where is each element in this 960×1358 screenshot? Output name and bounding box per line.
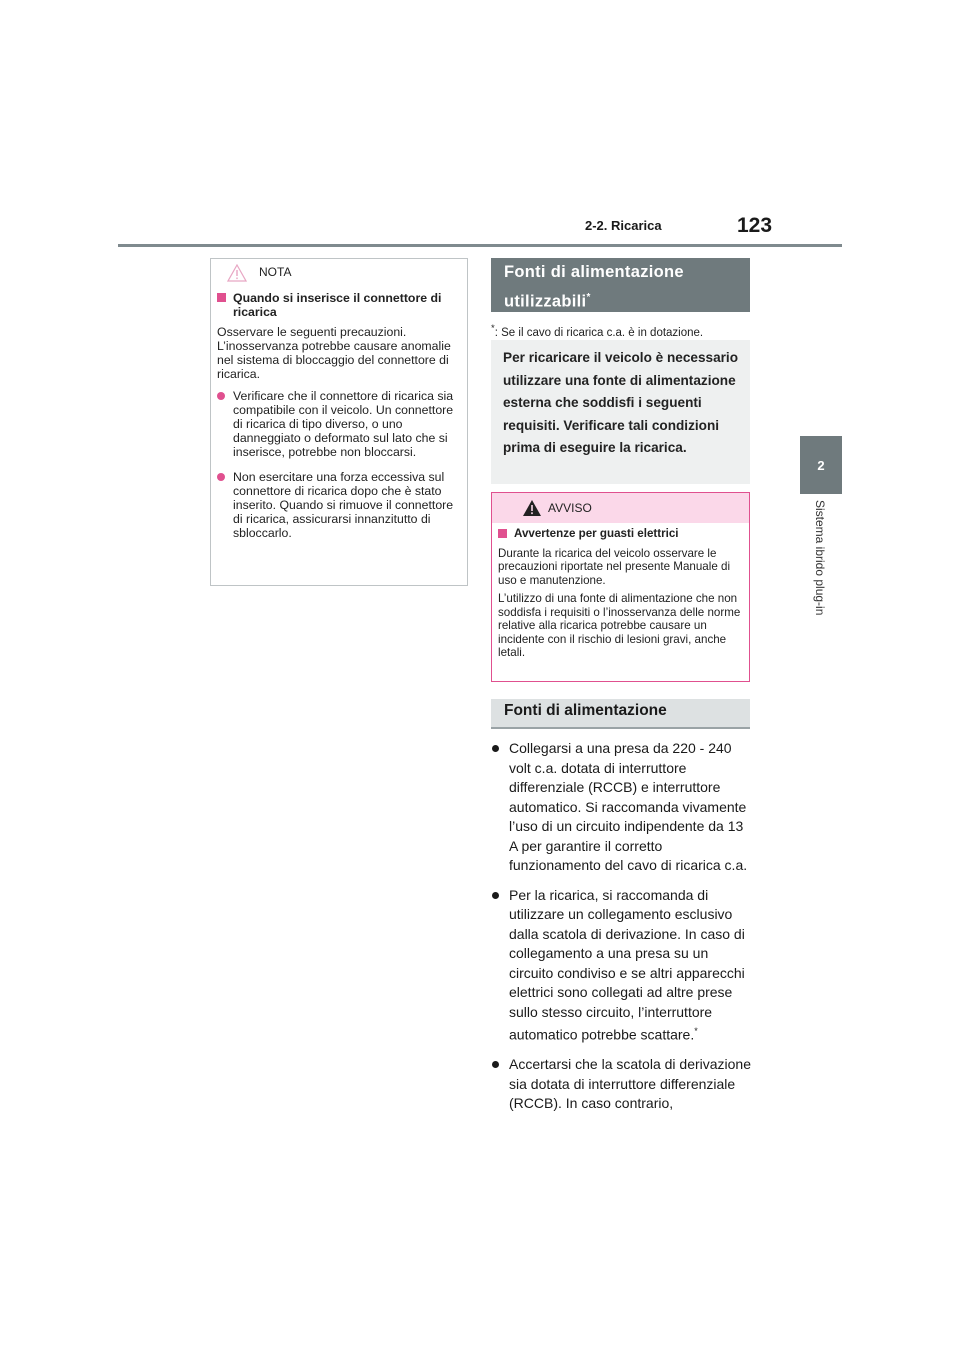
list-item: Accertarsi che la scatola di derivazione sia dotata di interruttore differenziale (RCCB). In caso contrario,	[491, 1055, 751, 1114]
square-bullet-icon	[217, 293, 226, 302]
section-heading-usable-sources: Fonti di alimentazione utilizzabili*	[491, 258, 750, 312]
avviso-header	[492, 493, 749, 523]
header-divider	[118, 244, 842, 247]
footnote: *: Se il cavo di ricarica c.a. è in dotazione.	[491, 323, 704, 339]
chapter-number: 2	[817, 457, 825, 473]
nota-intro: Osservare le seguenti precauzioni. L’inosservanza potrebbe causare anomalie nel sistema di bloccaggio del connettore di ricarica.	[217, 325, 451, 381]
square-bullet-icon	[498, 529, 507, 538]
avviso-paragraph: Durante la ricarica del veicolo osservare le precauzioni riportate nel presente Manuale di uso e manutenzione.	[498, 546, 731, 587]
nota-box	[210, 258, 468, 586]
round-bullet-icon	[217, 392, 225, 400]
list-item: Per la ricarica, si raccomanda di utilizzare un collegamento esclusivo dalla scatola di derivazione. In caso di collegamento a una presa su un circuito condiviso e se altri apparecchi elettrici sono collegati ad altre prese sullo stesso circuito, l’interruttore automatico potrebbe scattare.*	[491, 886, 751, 1046]
avviso-title: AVVISO	[548, 501, 592, 515]
section-heading-power-sources: Fonti di alimentazione	[491, 699, 750, 729]
list-item: Collegarsi a una presa da 220 - 240 volt c.a. dotata di interruttore differenziale (RCCB) e interruttore automatico. Si raccomanda vivamente l’uso di un circuito indipendente da 13 A per garantire il corretto funzionamento del cavo di ricarica c.a.	[491, 739, 751, 876]
nota-title: NOTA	[259, 265, 292, 279]
round-bullet-icon	[217, 473, 225, 481]
section-title: 2-2. Ricarica	[585, 218, 662, 233]
section-intro: Per ricaricare il veicolo è necessario utilizzare una fonte di alimentazione esterna che soddisfi i seguenti requisiti. Verificare tali condizioni prima di eseguire la ricarica.	[491, 340, 750, 484]
footnote-marker: *	[694, 1026, 698, 1036]
page-number: 123	[737, 214, 773, 237]
nota-item: Non esercitare una forza eccessiva sul connettore di ricarica dopo che è stato inserito. Quando si rimuove il connettore di ricarica, assicurarsi innanzitutto di sbloccarlo.	[217, 470, 461, 540]
caution-icon	[227, 264, 247, 282]
nota-heading: Quando si inserisce il connettore di ricarica	[217, 291, 461, 319]
nota-item: Verificare che il connettore di ricarica sia compatibile con il veicolo. Un connettore di ricarica di tipo diverso, o uno danneggiato o deformato sul lato che si inserisce, potrebbe non bloccarsi.	[217, 389, 461, 459]
bullet-icon	[492, 745, 499, 752]
power-source-list	[491, 739, 751, 1124]
chapter-title-vertical	[800, 500, 842, 660]
bullet-icon	[492, 1061, 499, 1068]
chapter-tab	[800, 436, 842, 494]
avviso-paragraph: L’utilizzo di una fonte di alimentazione che non soddisfa i requisiti o l’inosservanza delle norme relative alla ricarica potrebbe causare un incidente con il rischio di lesioni gravi, anche letali.	[498, 592, 741, 659]
nota-header	[211, 259, 467, 287]
warning-icon	[522, 499, 542, 517]
avviso-heading: Avvertenze per guasti elettrici	[498, 527, 743, 541]
bullet-icon	[492, 892, 499, 899]
chapter-title: Sistema ibrido plug-in	[813, 500, 827, 616]
avviso-box	[491, 492, 750, 682]
footnote-marker: *	[586, 292, 591, 303]
